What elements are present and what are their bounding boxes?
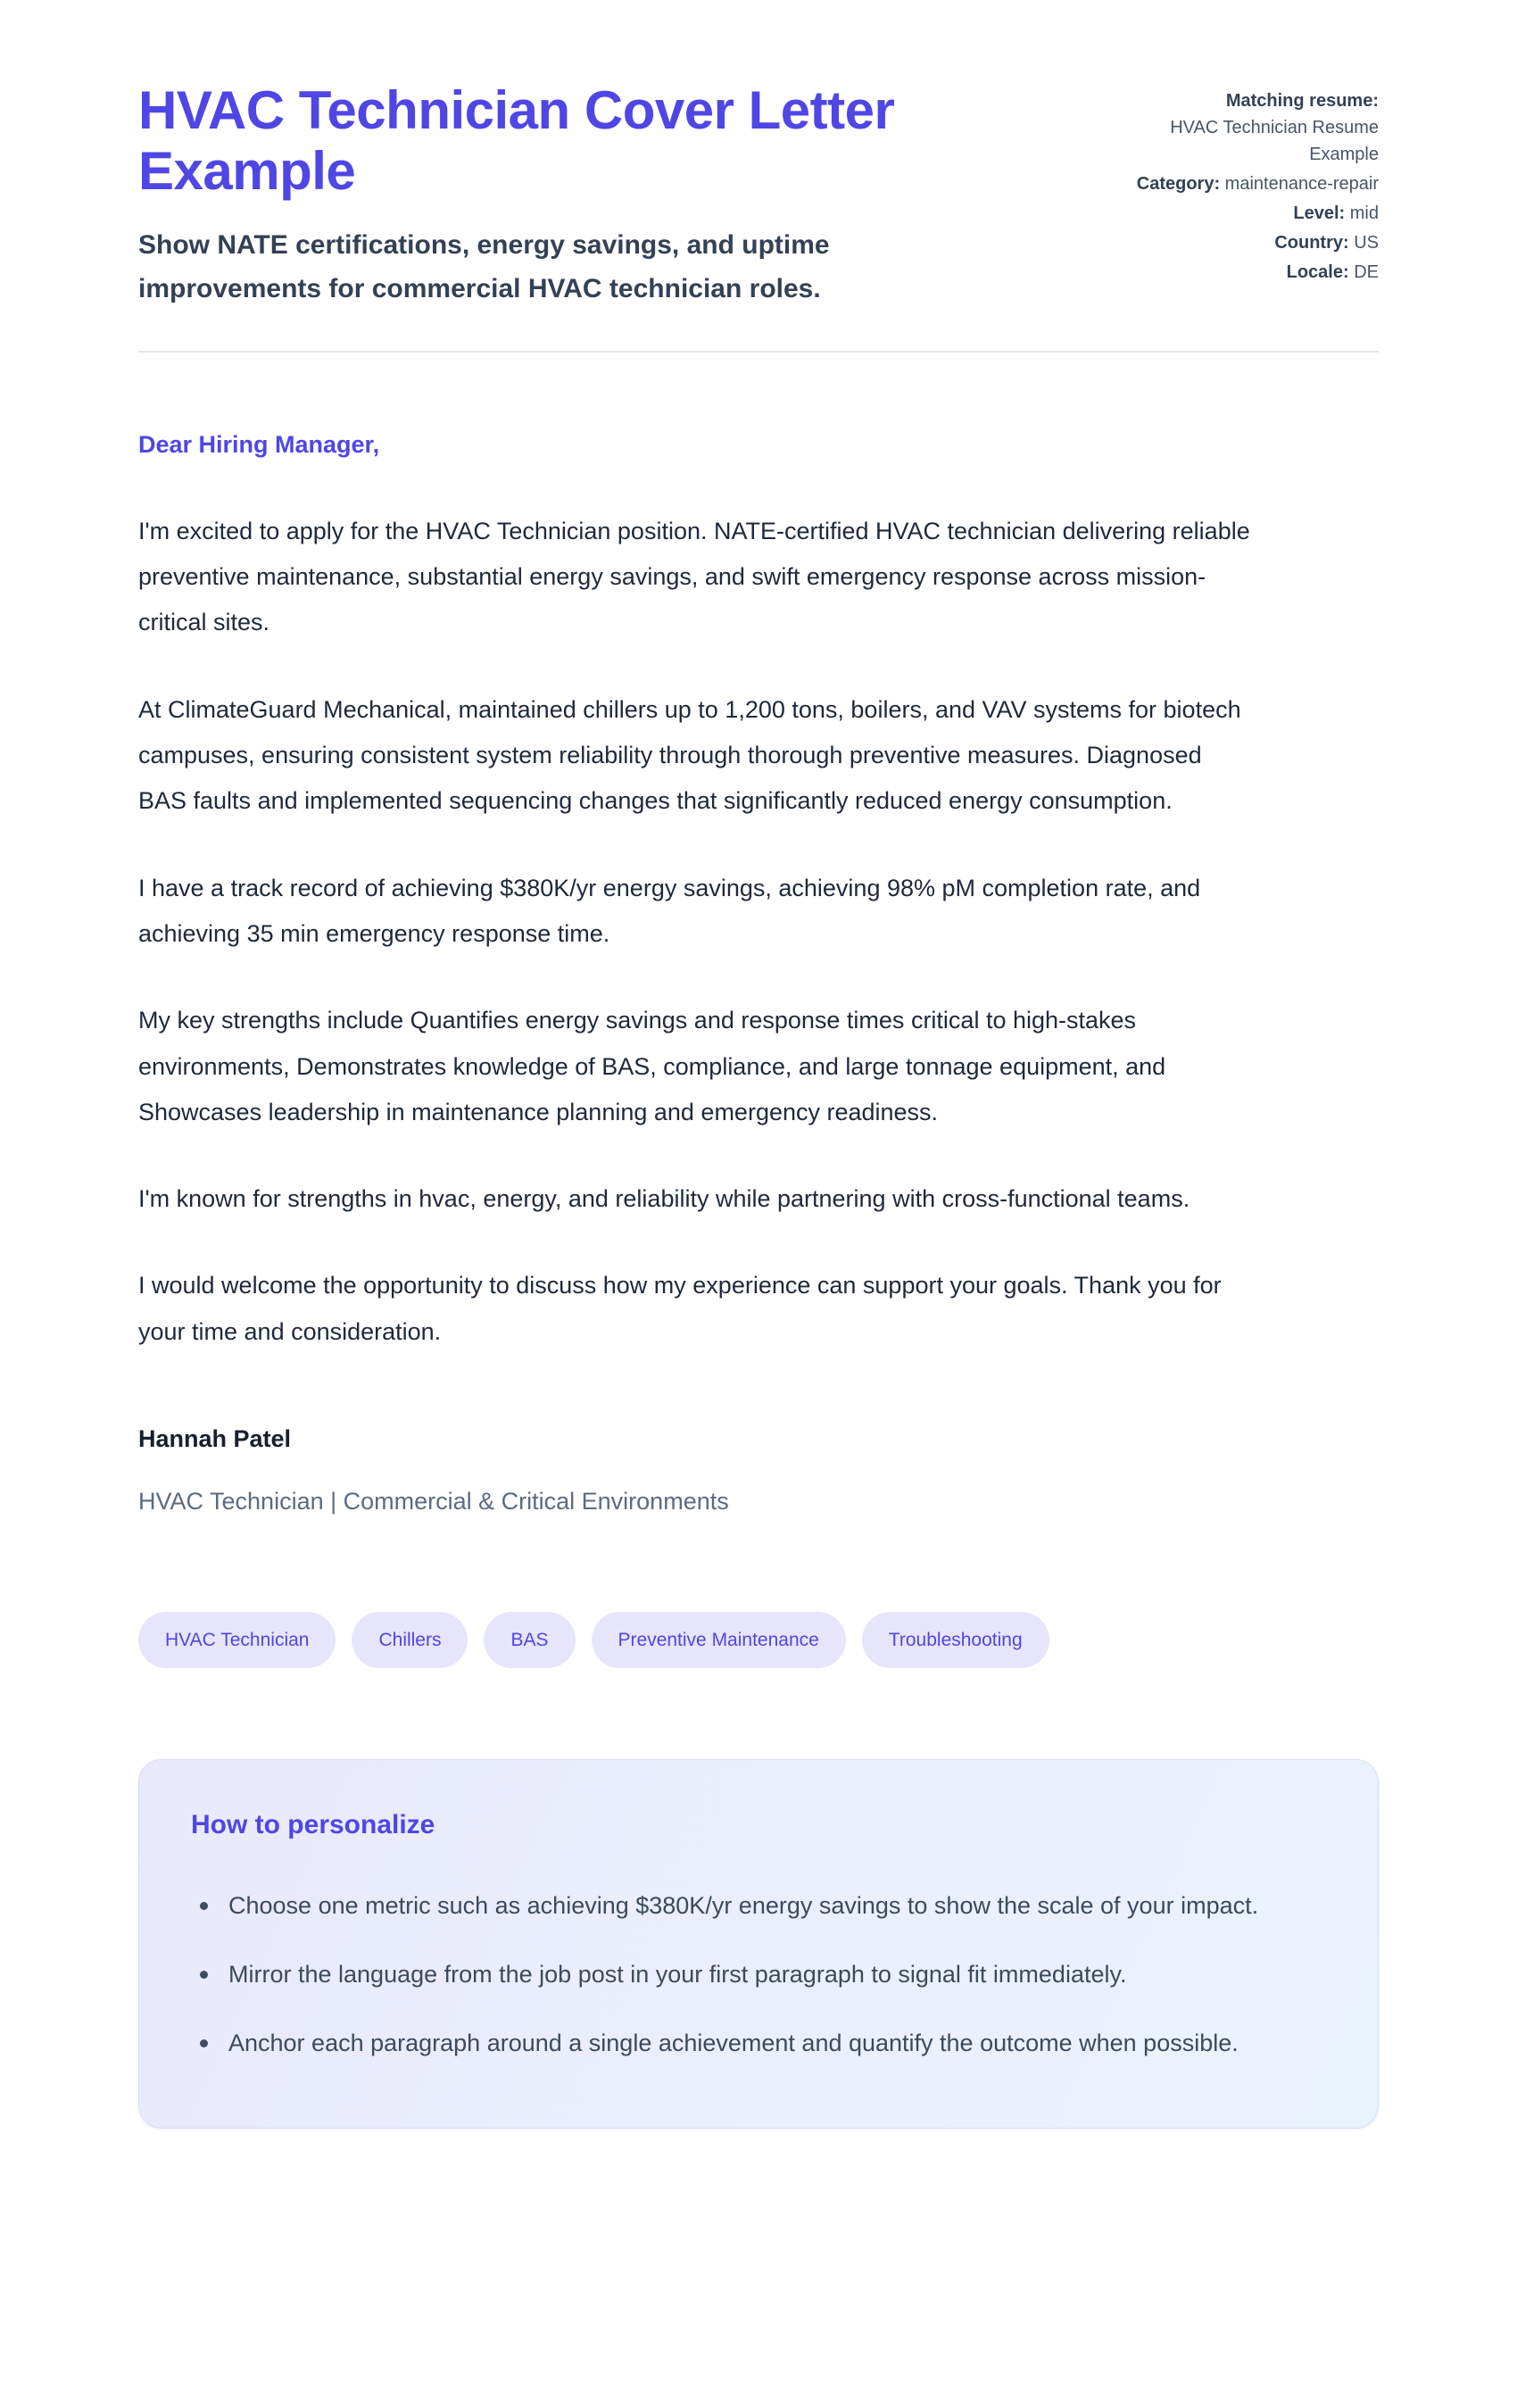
meta-locale (1129, 259, 1379, 286)
meta-matching-resume (1129, 87, 1379, 168)
meta-category-label: Category: (1136, 174, 1221, 194)
tips-title: How to personalize (191, 1809, 435, 1839)
meta-locale-label: Locale: (1286, 262, 1349, 282)
letter-paragraph: I would welcome the opportunity to discuss how my experience can support your goals. Thank you for your time and consideration. (138, 1272, 1222, 1345)
meta-level-label: Level: (1293, 203, 1346, 223)
meta-country-label: Country: (1274, 233, 1349, 253)
page-title: HVAC Technician Cover Letter Example (138, 80, 895, 201)
meta-matching-resume-label: Matching resume: (1225, 91, 1379, 111)
tip-item: Anchor each paragraph around a single achievement and quantify the outcome when possible. (191, 2021, 1264, 2066)
meta-level-value: mid (1349, 203, 1379, 223)
letter-paragraph: I'm known for strengths in hvac, energy, and reliability while partnering with cross-functional teams. (138, 1185, 1190, 1213)
signature-role: HVAC Technician | Commercial & Critical Environments (138, 1487, 729, 1515)
meta-level (1129, 200, 1379, 227)
tag-pill-chillers[interactable]: Chillers (352, 1612, 468, 1668)
tag-pill-preventive-maintenance[interactable]: Preventive Maintenance (592, 1612, 846, 1668)
divider (138, 351, 1379, 353)
letter-paragraph: I'm excited to apply for the HVAC Technician position. NATE-certified HVAC technician delivering reliable preventive maintenance, substantial energy savings, and swift emergency response across mission-critical sites. (138, 517, 1250, 636)
letter-body (138, 422, 1379, 1519)
tag-pill-hvac-technician[interactable]: HVAC Technician (138, 1612, 336, 1668)
meta-category-value: maintenance-repair (1224, 174, 1379, 194)
meta-locale-value: DE (1354, 262, 1379, 282)
tips-list (191, 1883, 1326, 2067)
cover-letter-page (138, 0, 1379, 2236)
letter-greeting: Dear Hiring Manager, (138, 430, 380, 458)
tip-item: Mirror the language from the job post in your first paragraph to signal fit immediately. (191, 1952, 1264, 1997)
meta-country (1129, 229, 1379, 256)
meta-category (1129, 170, 1379, 197)
tag-pill-bas[interactable]: BAS (484, 1612, 575, 1668)
letter-paragraph: At ClimateGuard Mechanical, maintained chillers up to 1,200 tons, boilers, and VAV systems for biotech campuses, ensuring consistent system reliability through thorough preventive measures. Diagnosed BAS faults and implemented sequencing changes that significantly reduced energy consumption. (138, 695, 1241, 815)
meta-country-value: US (1354, 233, 1379, 253)
personalize-tips-box (138, 1759, 1379, 2129)
header (138, 80, 1379, 311)
signature-name: Hannah Patel (138, 1425, 292, 1453)
letter-paragraph: I have a track record of achieving $380K/yr energy savings, achieving 98% pM completion rate, and achieving 35 min emergency response time. (138, 874, 1201, 947)
tag-pill-troubleshooting[interactable]: Troubleshooting (862, 1612, 1049, 1668)
meta-panel (1129, 80, 1379, 288)
tip-item: Choose one metric such as achieving $380K/yr energy savings to show the scale of your impact. (191, 1883, 1264, 1929)
header-title-block (138, 80, 1093, 311)
letter-paragraph: My key strengths include Quantifies energy savings and response times critical to high-stakes environments, Demonstrates knowledge of BAS, compliance, and large tonnage equipment, and Showcases leadership in maintenance planning and emergency readiness. (138, 1007, 1166, 1125)
page-subtitle: Show NATE certifications, energy savings, and uptime improvements for commercial HVAC technician roles. (138, 229, 830, 304)
tag-list (138, 1612, 1379, 1668)
meta-matching-resume-value: HVAC Technician Resume Example (1170, 118, 1379, 164)
